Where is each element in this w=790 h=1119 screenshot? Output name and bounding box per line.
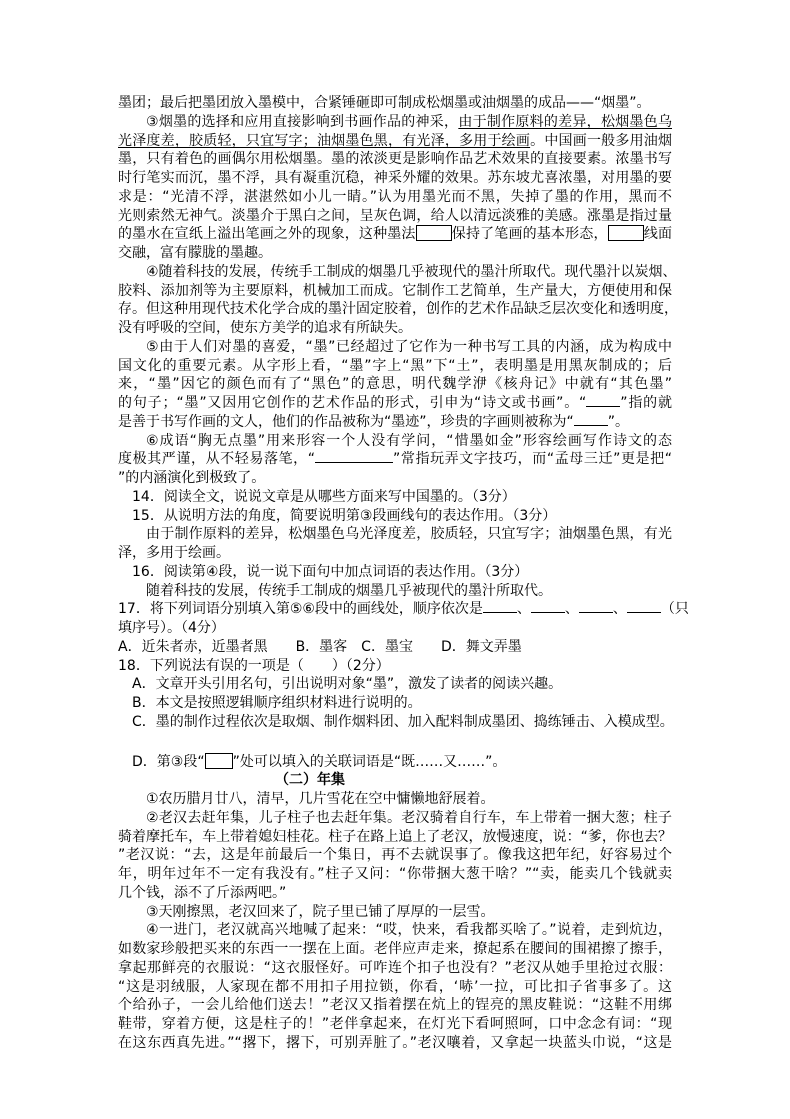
text-line [118, 582, 672, 601]
text-segment: 墨团；最后把墨团放入墨模中，合紧锤砸即可制成松烟墨或油烟墨的成品——“烟墨”。 [118, 95, 651, 111]
text-segment: 胶料、添加剂等为主要原料，机械加工而成。它制作工艺简单，生产量大，方便使用和保 [118, 282, 672, 299]
text-segment: D．第③段“ [132, 753, 205, 770]
text-line [118, 1015, 672, 1034]
text-segment: 光则索然无神气。淡墨介于黑白之间，呈灰色调，给人以清远淡雅的美感。涨墨是指过量 [118, 207, 672, 224]
text-line [118, 207, 672, 226]
section-title [118, 771, 672, 790]
text-line [118, 544, 672, 563]
underlined-text: 由于制作原料的差异，松烟墨色乌 [458, 113, 672, 130]
text-line [118, 263, 677, 282]
text-segment: ”的内涵演化到极致了。 [118, 470, 266, 486]
text-segment: 18．下列说法有误的一项是（ ）（2分） [118, 657, 390, 674]
text-segment: 填序号）。（4分） [118, 620, 225, 636]
text-line [118, 94, 672, 113]
answer-box [416, 225, 452, 241]
text-segment: ”指的就 [620, 395, 672, 411]
text-segment: 随着科技的发展，传统手工制成的烟墨几乎被现代的墨汁所取代。 [146, 582, 552, 599]
text-segment: A．近朱者赤，近墨者黑 B．墨客 C．墨宝 D．舞文弄墨 [118, 638, 522, 655]
text-segment: 15．从说明方法的角度，简要说明第③段画线句的表达作用。（3分） [132, 507, 557, 524]
text-line [118, 225, 672, 244]
text-line [118, 338, 672, 357]
text-segment: 度极其严谨，从不轻易落笔，“ [118, 451, 316, 468]
text-segment: ③天刚擦黑，老汉回来了，院子里已铺了厚厚的一层雪。 [146, 903, 495, 920]
text-segment: （二）年集 [275, 772, 345, 789]
fill-blank [531, 600, 565, 613]
text-line [118, 732, 672, 753]
text-segment: ③烟墨的选择和应用直接影响到书画作品的神采， [146, 113, 459, 130]
text-line [118, 713, 672, 732]
text-line [118, 753, 672, 772]
answer-box [205, 753, 233, 769]
text-line [118, 244, 672, 263]
text-line [118, 282, 672, 301]
text-segment: 拿起那鲜亮的衣服说：“这衣服怪好。可咋连个扣子也没有？”老汉从她手里抢过衣服： [118, 959, 672, 976]
text-line [118, 790, 672, 809]
text-line [118, 319, 672, 338]
text-segment: 的句子；“墨”又因用它创作的艺术作品的形式，引申为“诗文或书画”。“ [118, 395, 587, 411]
text-line [118, 375, 672, 394]
text-line [118, 188, 672, 207]
text-segment: “这是羽绒服，人家现在都不用扣子用拉锁，你看，‘哧’一拉，可比扣子省事多了。这 [118, 978, 672, 995]
text-segment: A．文章开头引用名句，引出说明对象“墨”，激发了读者的阅读兴趣。 [132, 676, 563, 693]
fill-blank [315, 450, 393, 463]
text-segment: 如数家珍般把买来的东西一一摆在上面。老伴应声走来，撩起系在腰间的围裙擦了擦手， [118, 941, 672, 957]
text-segment: 、 [612, 601, 627, 618]
text-segment: 泽，多用于绘画。 [118, 545, 230, 561]
text-line [118, 469, 672, 488]
text-segment: ”。 [607, 413, 630, 430]
text-segment: ⑥成语“胸无点墨”用来形容一个人没有学问，“惜墨如金”形容绘画写作诗文的态 [146, 432, 672, 449]
text-line [118, 657, 672, 676]
text-line [118, 169, 672, 188]
text-segment: 、 [564, 601, 579, 618]
text-line [118, 600, 689, 619]
fill-blank [483, 600, 517, 613]
text-line [118, 809, 672, 828]
text-segment: 。中国画一般多用油烟 [530, 132, 673, 149]
text-segment: 交融，富有朦胧的墨趣。 [118, 245, 272, 261]
text-segment: 、 [516, 601, 531, 618]
text-segment: 的墨水在宣纸上溢出笔画之外的现象，这种墨法 [118, 226, 416, 243]
text-line [118, 865, 672, 884]
text-segment: ①农历腊月廿八，清早，几片雪花在空中慵懒地舒展着。 [146, 791, 495, 807]
text-line [118, 150, 672, 169]
text-line [118, 525, 672, 544]
fill-blank [574, 413, 608, 426]
answer-box [608, 225, 644, 241]
text-segment: 墨，只有着色的画偶尔用松烟墨。墨的浓淡更是影响作品艺术效果的直接要素。浓墨书写 [118, 151, 672, 168]
text-segment: 14．阅读全文，说说文章是从哪些方面来写中国墨的。（3分） [132, 488, 516, 505]
text-segment: 年，明年过年不一定有我没有。”柱子又问：“你带捆大葱干啥？”“卖，能卖几个钱就卖 [118, 866, 672, 882]
text-line [118, 921, 672, 940]
text-segment: ”老汉说：“去，这是年前最后一个集日，再不去就误事了。像我这把年纪，好容易过个 [118, 847, 672, 864]
text-line [118, 619, 672, 638]
text-line [118, 903, 672, 922]
text-segment: （只 [660, 601, 689, 618]
text-segment: ④随着科技的发展，传统手工制成的烟墨几乎被现代的墨汁所取代。现代墨汁以炭烟、 [146, 263, 677, 280]
text-line [118, 300, 678, 319]
text-segment: 没有呼吸的空间，使东方美学的追求有所缺失。 [118, 320, 412, 336]
text-line [118, 846, 672, 865]
fill-blank [627, 600, 661, 613]
text-line [118, 694, 672, 713]
text-line [118, 394, 672, 413]
text-line [118, 488, 672, 507]
text-segment: 时行笔实而沉，墨不浮，具有凝重沉稳，神采外耀的效果。苏东坡尤喜浓墨，对用墨的要 [118, 170, 672, 186]
text-line [118, 959, 672, 978]
text-segment: 国文化的重要元素。从字形上看，“墨”字上“黑”下“土”，表明墨是用黑灰制成的；后 [118, 357, 672, 374]
text-line [118, 132, 672, 151]
text-segment: ⑤由于人们对墨的喜爱，“墨”已经超过了它作为一种书写工具的内涵，成为构成中 [146, 338, 672, 355]
text-segment: ②老汉去赶年集，儿子柱子也去赶年集。老汉骑着自行车，车上带着一捆大葱；柱子 [146, 809, 672, 826]
text-segment: ”常指玩弄文字技巧，而“孟母三迁”更是把“ [393, 451, 672, 468]
text-segment: 几个钱，添不了斤添两吧。” [118, 884, 287, 901]
text-line [118, 432, 672, 451]
fill-blank [586, 394, 620, 407]
text-segment: 骑着摩托车，车上带着媳妇桂花。柱子在路上追上了老汉，放慢速度，说：“爹，你也去？ [118, 828, 672, 845]
text-segment: ④一进门，老汉就高兴地喊了起来：“哎，快来，看我都买啥了。”说着，走到炕边， [146, 922, 672, 939]
text-segment: 16．阅读第④段，说一说下面句中加点词语的表达作用。（3分） [132, 563, 529, 580]
text-line [118, 940, 672, 959]
text-segment: C．墨的制作过程依次是取烟、制作烟料团、加入配料制成墨团、捣练锤击、入模成型。 [132, 713, 674, 730]
text-segment: 线面 [643, 226, 673, 243]
underlined-text: 光泽度差，胶质轻，只宜写字；油烟墨色黑，有光泽，多用于绘画 [118, 132, 531, 149]
text-segment: 保持了笔画的基本形态， [451, 226, 608, 243]
text-line [118, 413, 672, 432]
text-line [118, 828, 672, 847]
text-segment: 是善于书写作画的文人，他们的作品被称为“墨迹”，珍贵的字画则被称为“ [118, 413, 574, 430]
text-segment: 17．将下列词语分别填入第⑤⑥段中的画线处，顺序依次是 [118, 601, 483, 618]
document-page [118, 94, 689, 1053]
text-line [118, 113, 672, 132]
text-line [118, 978, 672, 997]
text-segment: 鞋带，穿着方便，这是柱子的！”老伴拿起来，在灯光下看呵照呵，口中念念有词：“现 [118, 1016, 672, 1032]
text-line [118, 357, 672, 376]
text-line [118, 675, 672, 694]
text-segment: 来，“墨”因它的颜色而有了“黑色”的意思，明代魏学洢《核舟记》中就有“其色墨” [118, 376, 672, 393]
text-segment: 存。但这种用现代技术化学合成的墨汁固定胶着，创作的艺术作品缺乏层次变化和透明度， [118, 301, 678, 318]
text-segment: 在这东西真先进。”“撂下，撂下，可别弄脏了。”老汉嚷着，又拿起一块蓝头巾说，“这是 [118, 1034, 672, 1051]
text-segment: B．本文是按照逻辑顺序组织材料进行说明的。 [132, 695, 422, 711]
fill-blank [579, 600, 613, 613]
text-line [118, 507, 672, 526]
text-line [118, 450, 672, 469]
text-segment: 个给孙子，一会儿给他们送去！”老汉又指着摆在炕上的锃亮的黑皮鞋说：“这鞋不用绑 [118, 997, 672, 1014]
text-segment: ”处可以填入的关联词语是“既……又……”。 [232, 753, 507, 770]
text-line [118, 996, 672, 1015]
text-line [118, 884, 672, 903]
text-line [118, 638, 672, 657]
text-line [118, 563, 672, 582]
text-segment: 由于制作原料的差异，松烟墨色乌光泽度差，胶质轻，只宜写字；油烟墨色黑，有光 [146, 526, 672, 543]
text-line [118, 1034, 672, 1053]
text-segment: 求是：“光清不浮，湛湛然如小儿一睛。”认为用墨光而不黑，失掉了墨的作用，黑而不 [118, 188, 672, 205]
